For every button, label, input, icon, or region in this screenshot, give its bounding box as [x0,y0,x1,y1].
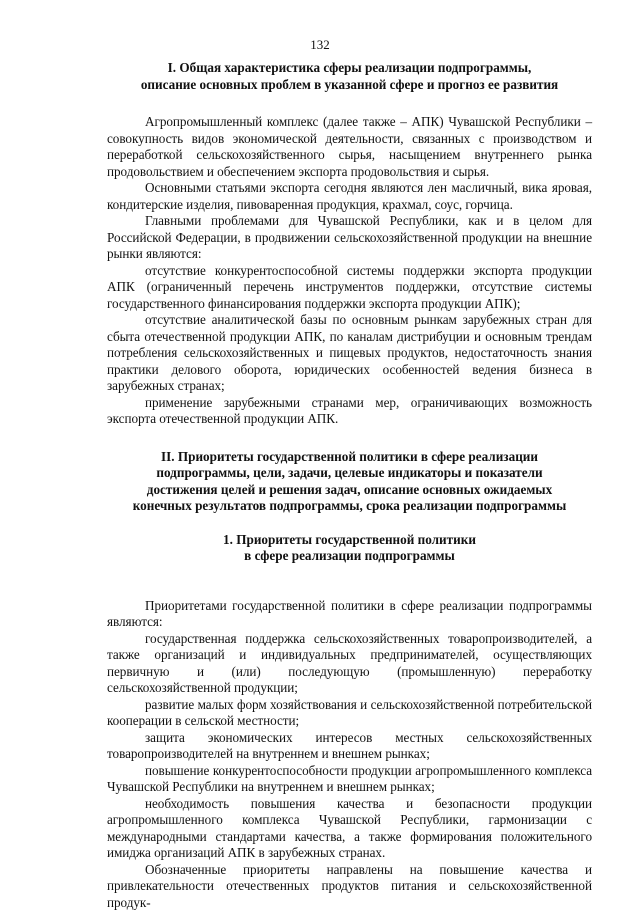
subsection-1-body [107,598,592,911]
section-2-heading [107,449,592,515]
list-item: повышение конкурентоспособности продукции агропромышленного комплекса Чувашской Республики на внутреннем и внешнем рынках; [107,763,592,796]
paragraph: Главными проблемами для Чувашской Республики, как и в целом для Российской Федерации, в продвижении сельскохозяйственной продукции на внешние рынки являются: [107,213,592,263]
subsection-1-heading [107,532,592,565]
paragraph: Приоритетами государственной политики в сфере реализации подпрограммы являются: [107,598,592,631]
heading-line: подпрограммы, цели, задачи, целевые индикаторы и показатели [107,465,592,482]
heading-line: достижения целей и решения задач, описание основных ожидаемых [107,482,592,499]
heading-line: в сфере реализации подпрограммы [107,548,592,565]
heading-line: описание основных проблем в указанной сфере и прогноз ее развития [107,77,592,94]
paragraph: Обозначенные приоритеты направлены на повышение качества и привлекательности отечественных продуктов питания и сельскохозяйственной продук- [107,862,592,911]
page-number: 132 [0,37,640,53]
paragraph: Агропромышленный комплекс (далее также – АПК) Чувашской Республики – совокупность видов экономической деятельности, связанных с производством и переработкой сельскохозяйственного сырья, насыщением внутреннего рынка продовольствием и обеспечением экспорта продовольствия и сырья. [107,114,592,180]
page-content [107,60,592,911]
list-item: государственная поддержка сельскохозяйственных товаропроизводителей, а также организаций и индивидуальных предпринимателей, осуществляющих первичную и (или) последующую (промышленную) переработку сельскохозяйственной продукции; [107,631,592,697]
section-1-heading [107,60,592,93]
section-1-body [107,114,592,428]
list-item: применение зарубежными странами мер, ограничивающих возможность экспорта отечественной продукции АПК. [107,395,592,428]
list-item: отсутствие аналитической базы по основным рынкам зарубежных стран для сбыта отечественной продукции АПК, по каналам дистрибуции и основным трендам потребления сельскохозяйственных и пищевых продуктов, недостаточность знания практики делового оборота, юридических особенностей ведения бизнеса в зарубежных странах; [107,312,592,395]
list-item: развитие малых форм хозяйствования и сельскохозяйственной потребительской кооперации в сельской местности; [107,697,592,730]
list-item: отсутствие конкурентоспособной системы поддержки экспорта продукции АПК (ограниченный перечень инструментов поддержки, отсутствие системы государственного финансирования поддержки экспорта продукции АПК); [107,263,592,313]
heading-line: I. Общая характеристика сферы реализации подпрограммы, [107,60,592,77]
list-item: защита экономических интересов местных сельскохозяйственных товаропроизводителей на внутреннем и внешнем рынках; [107,730,592,763]
heading-line: 1. Приоритеты государственной политики [107,532,592,549]
paragraph: Основными статьями экспорта сегодня являются лен масличный, вика яровая, кондитерские изделия, пивоваренная продукция, крахмал, соус, горчица. [107,180,592,213]
heading-line: II. Приоритеты государственной политики в сфере реализации [107,449,592,466]
heading-line: конечных результатов подпрограммы, срока реализации подпрограммы [107,498,592,515]
list-item: необходимость повышения качества и безопасности продукции агропромышленного комплекса Чувашской Республики, гармонизации с международными стандартами качества, а также формирования положительного имиджа организаций АПК в зарубежных странах. [107,796,592,862]
